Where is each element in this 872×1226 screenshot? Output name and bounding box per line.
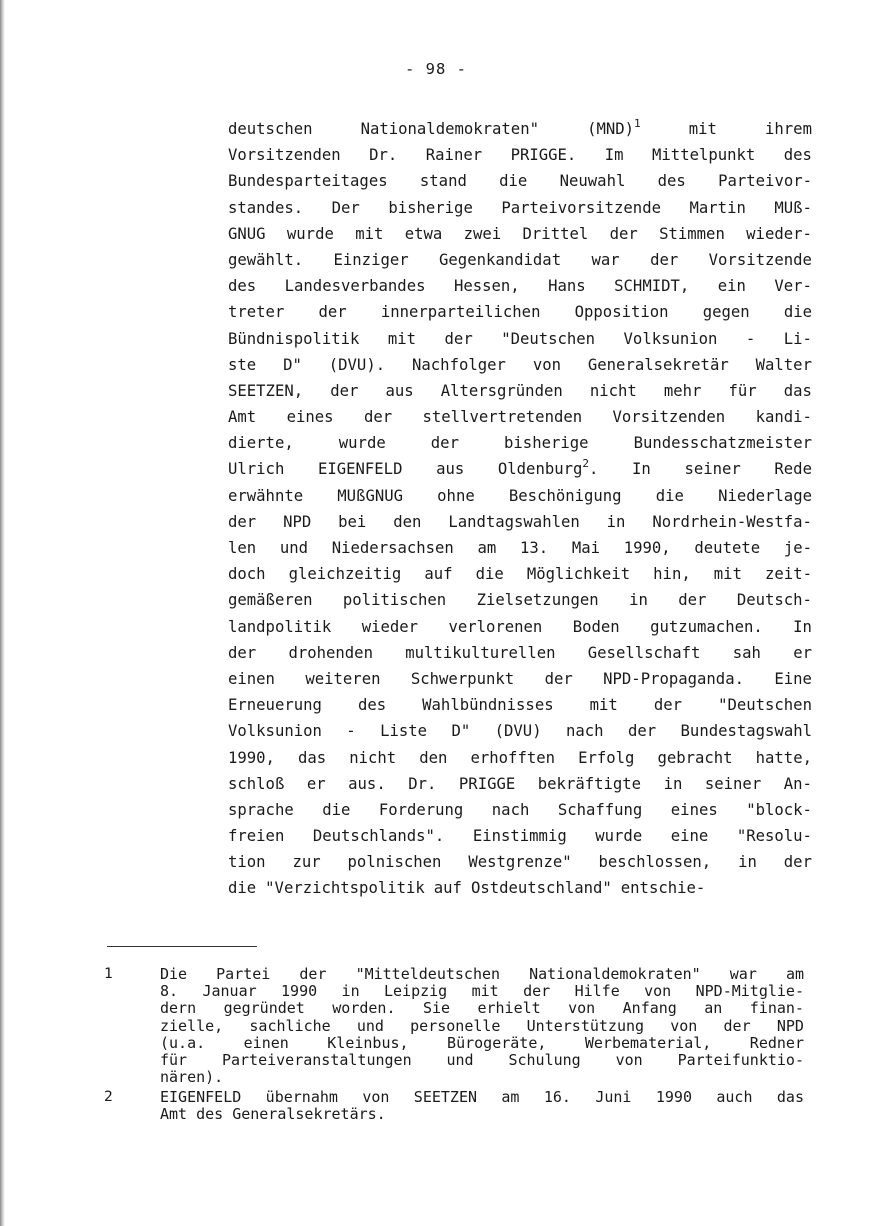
footnote-mark: 2 [104,1089,113,1105]
footnote-line: Amt des Generalsekretärs. [160,1105,386,1124]
footnote-line: 8. Januar 1990 in Leipzig mit der Hilfe von NPD-Mitglie- [160,982,804,1001]
body-line: len und Niedersachsen am 13. Mai 1990, deutete je- [228,539,812,557]
footnote-line: dern gegründet worden. Sie erhielt von Anfang an finan- [160,999,804,1018]
body-line: 1990, das nicht den erhofften Erfolg gebracht hatte, [228,748,812,767]
body-line: treter der innerparteilichen Opposition gegen die [228,303,812,322]
body-line: gewählt. Einziger Gegenkandidat war der Vorsitzende [228,250,812,269]
body-line: SEETZEN, der aus Altersgründen nicht mehr für das [228,381,812,400]
body-line: gemäßeren politischen Zielsetzungen in der Deutsch- [228,591,812,610]
body-line: ste D" (DVU). Nachfolger von Generalsekretär Walter [228,355,812,374]
body-line: schloß er aus. Dr. PRIGGE bekräftigte in seiner An- [228,774,812,793]
footnote-line: für Parteiveranstaltungen und Schulung von Parteifunktio- [160,1050,804,1069]
body-line: Bundesparteitages stand die Neuwahl des Parteivor- [228,172,812,191]
body-line: einen weiteren Schwerpunkt der NPD-Propaganda. Eine [228,669,812,688]
body-line: Ulrich EIGENFELD aus Oldenburg$^2$. In seiner Rede [228,457,812,479]
body-line: Erneuerung des Wahlbündnisses mit der "Deutschen [228,696,812,715]
footnote-separator [107,946,257,947]
footnote-text [160,1089,804,1123]
body-line: Volksunion - Liste D" (DVU) nach der Bundestagswahl [228,722,812,741]
footnote-line: EIGENFELD übernahm von SEETZEN am 16. Juni 1990 auch das [160,1088,804,1106]
body-line: dierte, wurde der bisherige Bundesschatzmeister [228,434,812,453]
footnote-line: nären). [160,1068,224,1087]
body-line: freien Deutschlands". Einstimmig wurde eine "Resolu- [228,827,812,846]
body-line: landpolitik wieder verlorenen Boden gutzumachen. In [228,617,812,636]
body-line: tion zur polnischen Westgrenze" beschlossen, in der [228,853,812,872]
footnote-line: zielle, sachliche und personelle Unterstützung von der NPD [160,1016,804,1035]
footnote-mark: 1 [104,966,113,982]
body-line: der drohenden multikulturellen Gesellschaft sah er [228,643,812,662]
body-line: standes. Der bisherige Parteivorsitzende Martin MUß- [228,198,812,217]
body-line: doch gleichzeitig auf die Möglichkeit hin, mit zeit- [228,565,812,584]
footnote-line: (u.a. einen Kleinbus, Bürogeräte, Werbematerial, Redner [160,1033,804,1052]
body-text [228,116,812,902]
body-line: Vorsitzenden Dr. Rainer PRIGGE. Im Mittelpunkt des [228,146,812,165]
body-line: sprache die Forderung nach Schaffung eines "block- [228,800,812,819]
body-line: GNUG wurde mit etwa zwei Drittel der Stimmen wieder- [228,224,812,243]
body-line: die "Verzichtspolitik auf Ostdeutschland" entschie- [228,879,706,898]
body-line: Bündnispolitik mit der "Deutschen Volksunion - Li- [228,329,812,348]
body-line: erwähnte MUßGNUG ohne Beschönigung die Niederlage [228,486,812,505]
footnote-line: Die Partei der "Mitteldeutschen Nationaldemokraten" war am [160,965,804,983]
page-number: - 98 - [405,60,467,78]
body-line: der NPD bei den Landtagswahlen in Nordrhein-Westfa- [228,512,812,531]
body-line: des Landesverbandes Hessen, Hans SCHMIDT, ein Ver- [228,277,812,296]
body-line: Amt eines der stellvertretenden Vorsitzenden kandi- [228,408,812,427]
footnote-text [160,966,804,1086]
body-line: deutschen Nationaldemokraten" (MND)$^1$ mit ihrem [228,117,812,138]
scan-edge [0,0,5,1226]
